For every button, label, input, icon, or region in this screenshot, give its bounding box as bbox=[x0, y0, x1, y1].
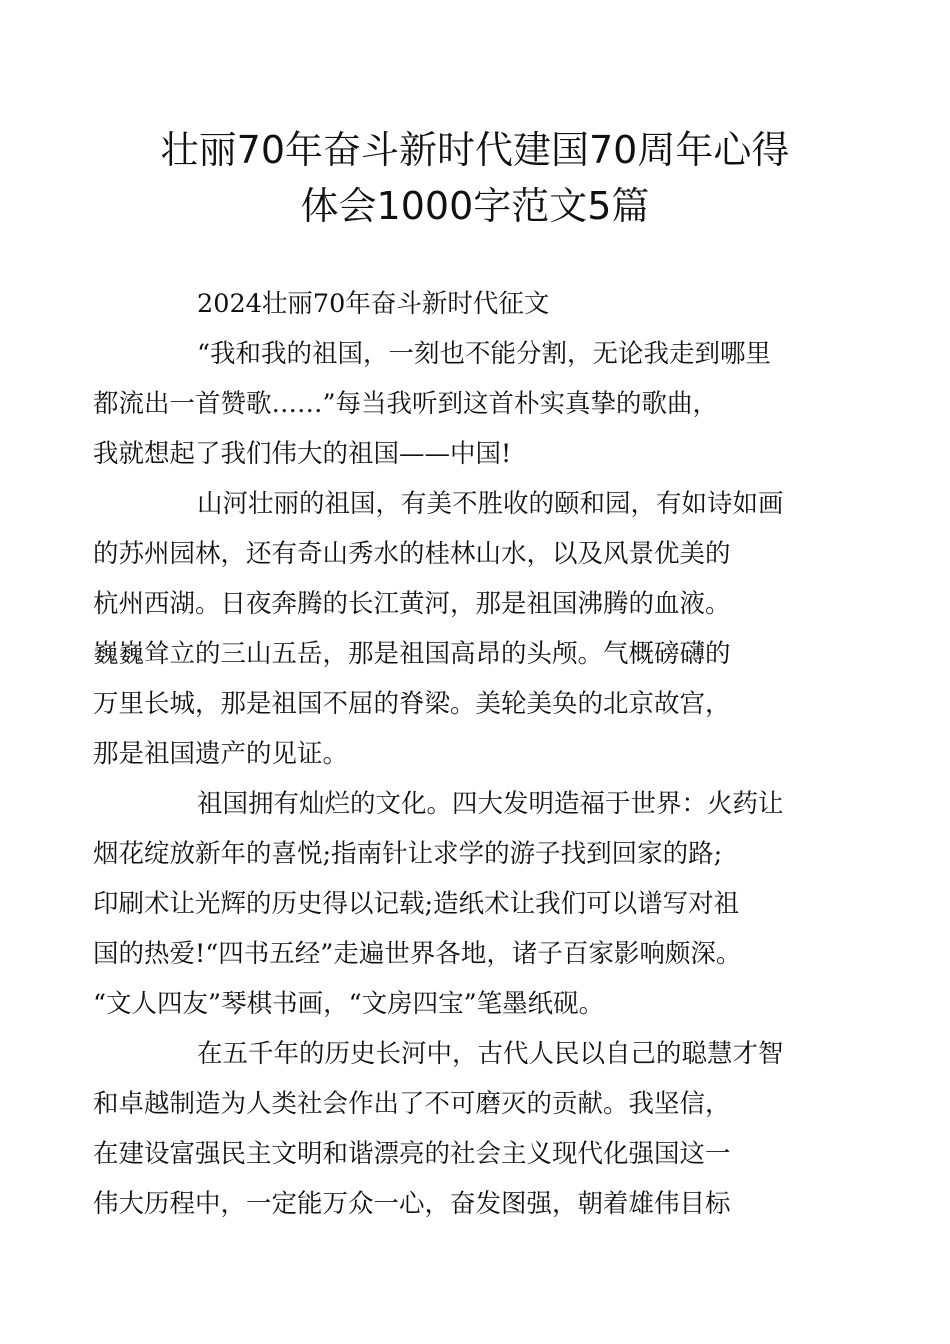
text-line: 烟花绽放新年的喜悦;指南针让求学的游子找到回家的路; bbox=[93, 839, 723, 869]
paragraph bbox=[93, 779, 815, 1029]
text-line: 都流出一首赞歌……”每当我听到这首朴实真挚的歌曲， bbox=[93, 389, 719, 419]
paragraph bbox=[93, 329, 815, 479]
document-body bbox=[93, 279, 815, 1229]
text-line: 祖国拥有灿烂的文化。四大发明造福于世界：火药让 bbox=[197, 789, 784, 819]
title-line: 体会1000字范文5篇 bbox=[300, 184, 650, 228]
text-line: “文人四友”琴棋书画，“文房四宝”笔墨纸砚。 bbox=[93, 989, 605, 1019]
text-line: 在五千年的历史长河中，古代人民以自己的聪慧才智 bbox=[197, 1039, 784, 1069]
text-line: 伟大历程中，一定能万众一心，奋发图强，朝着雄伟目标 bbox=[93, 1189, 731, 1219]
text-line: 那是祖国遗产的见证。 bbox=[93, 739, 349, 769]
text-line: 杭州西湖。日夜奔腾的长江黄河，那是祖国沸腾的血液。 bbox=[93, 589, 731, 619]
text-line: 巍巍耸立的三山五岳，那是祖国高昂的头颅。气概磅礴的 bbox=[93, 639, 731, 669]
document-title bbox=[120, 122, 830, 234]
text-line: 印刷术让光辉的历史得以记载;造纸术让我们可以谱写对祖 bbox=[93, 889, 740, 919]
text-line: 2024壮丽70年奋斗新时代征文 bbox=[197, 289, 550, 319]
title-line: 壮丽70年奋斗新时代建国70周年心得 bbox=[160, 128, 790, 172]
text-line: 的苏州园林，还有奇山秀水的桂林山水，以及风景优美的 bbox=[93, 539, 731, 569]
text-line: “我和我的祖国，一刻也不能分割，无论我走到哪里 bbox=[197, 339, 772, 369]
text-line: 国的热爱!“四书五经”走遍世界各地，诸子百家影响颇深。 bbox=[93, 939, 742, 969]
text-line: 山河壮丽的祖国，有美不胜收的颐和园，有如诗如画 bbox=[197, 489, 784, 519]
paragraph-subtitle bbox=[145, 279, 815, 329]
text-line: 我就想起了我们伟大的祖国——中国! bbox=[93, 439, 512, 469]
paragraph bbox=[93, 1029, 815, 1229]
text-line: 在建设富强民主文明和谐漂亮的社会主义现代化强国这一 bbox=[93, 1139, 731, 1169]
text-line: 和卓越制造为人类社会作出了不可磨灭的贡献。我坚信， bbox=[93, 1089, 731, 1119]
text-line: 万里长城，那是祖国不屈的脊梁。美轮美奂的北京故宫， bbox=[93, 689, 731, 719]
paragraph bbox=[93, 479, 815, 779]
